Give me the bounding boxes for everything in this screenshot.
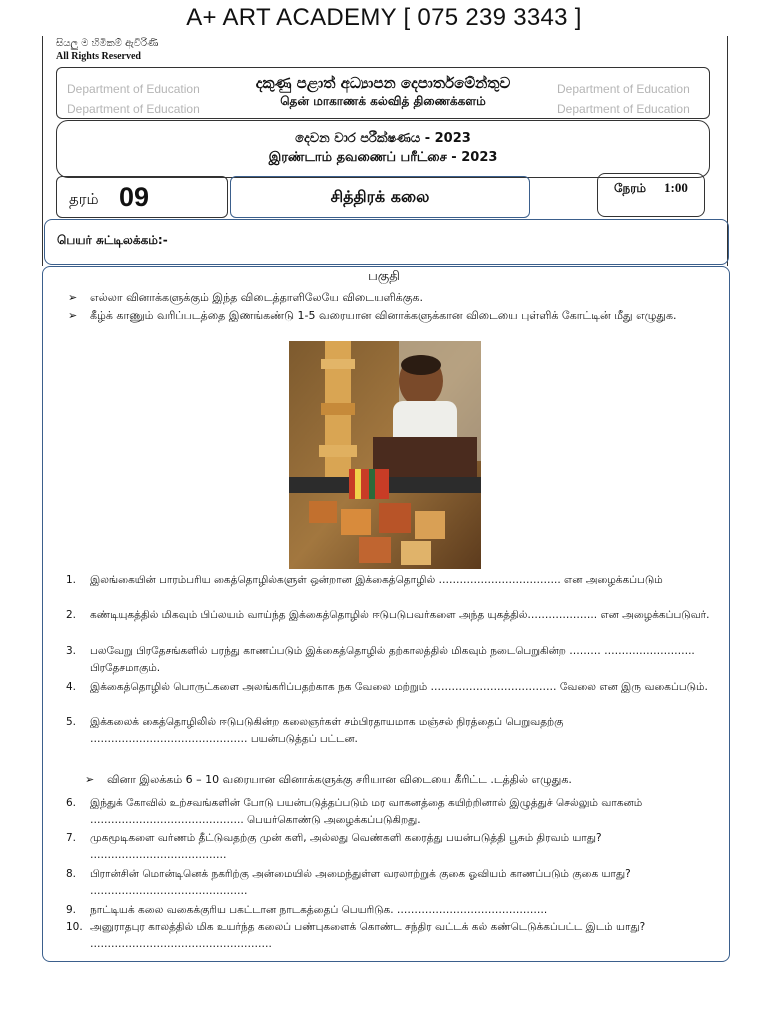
question-item [66,607,720,624]
instruction-text: எல்லா வினாக்களுக்கும் இந்த விடைத்தாளிலேயே விடையளிக்குக. [90,291,423,304]
department-banner [56,67,710,119]
question-text: பலவேறு பிரதேசங்களில் பரந்து காணப்படும் இக்கைத்தொழில் தற்காலத்தில் மிகவும் நடைபெறுகின்ற ……… …………………….. பிரதேசமாகும். [90,645,695,674]
question-number: 5. [66,716,77,728]
question-text: இக்கைத்தொழில் பொருட்களை அலங்கரிப்பதற்காக நக வேலை மற்றும் ……………………………… வேலை என இரு வகைப்படும். [90,681,708,693]
instruction-text: வினா இலக்கம் 6 – 10 வரையான வினாக்களுக்கு சரியான விடையை கீரிட்ட .டத்தில் எழுதுக. [107,773,572,786]
question-item [66,643,720,677]
instruction-text: கீழ்க் காணும் வரிப்படத்தை இணங்கண்டு 1-5 வரையான வினாக்களுக்கான விடையை புள்ளிக் கோட்டின் மீது எழுதுக. [90,309,677,322]
question-item [66,866,720,900]
question-item [66,919,720,953]
rights-english: All Rights Reserved [56,51,141,62]
question-item [66,902,720,919]
question-text: முகமூடிகளை வர்ணம் தீட்டுவதற்கு முன் களி, அல்லது வெண்களி கரைத்து பயன்படுத்தி பூசும் திரவம் யாது? ………………………………… [90,832,602,861]
academy-header: A+ ART ACADEMY [ 075 239 3343 ] [186,4,582,31]
grade-label: தரம் [69,190,99,208]
question-text: நாட்டியக் கலை வகைக்குரிய பகட்டான நாடகத்தைப் பெயரிடுக. ……………………………………. [90,904,548,916]
rights-sinhala: සියලු ම හිමිකම් ඇවිරිණි [56,38,159,49]
question-number: 6. [66,797,77,809]
question-number: 3. [66,645,77,657]
name-index-label: பெயர் சுட்டிலக்கம்:- [57,233,168,247]
question-item [66,679,720,696]
time-value: 1:00 [664,180,688,195]
arrow-bullet-icon: ➢ [85,773,95,786]
question-item [66,795,720,829]
craftsman-lathe-photo [289,341,481,569]
question-text: கண்டியுகத்தில் மிகவும் பிப்லயம் வாய்ந்த இக்கைத்தொழில் ஈடுபடுபவர்களை அந்த யுகத்தில்……………….. என அழைக்கப்படுவர். [90,609,710,621]
watermark-text: Department of Education [67,102,200,116]
exam-title-tamil: இரண்டாம் தவணைப் பரீட்சை - 2023 [268,150,498,165]
instruction-item [85,771,719,788]
question-text: இலங்கையின் பாரம்பரிய கைத்தொழில்களுள் ஒன்றான இக்கைத்தொழில் …………………………….. என அழைக்கப்படும் [90,574,663,586]
watermark-text: Department of Education [557,82,690,96]
department-tamil: தென் மாகாணக் கல்வித் திணைக்களம் [280,94,486,108]
question-number: 1. [66,574,77,586]
question-number: 4. [66,681,77,693]
watermark-text: Department of Education [67,82,200,96]
question-number: 9. [66,904,77,916]
department-sinhala: දකුණු පළාත් අධ්‍යාපන දෙපාර්තමේන්තුව [255,74,511,92]
section-title: பகுதி [368,269,400,284]
grade-value: 09 [119,182,150,212]
question-number: 2. [66,609,77,621]
name-index-box[interactable] [44,219,729,265]
question-text: இக்கலைக் கைத்தொழிலில் ஈடுபடுகின்ற கலைஞர்கள் சம்பிரதாயமாக மஞ்சல் நிரத்தைப் பெறுவதற்கு ……………………………………… பயன்படுத்தப் பட்டன. [90,716,564,745]
subject-title: சித்திரக் கலை [330,187,430,206]
left-frame-line [42,36,43,266]
question-text: இந்துக் கோவில் உற்சவங்களின் போடு பயன்படுத்தப்படும் மர வாகனத்தை கயிற்றினால் இழுத்துச் செல்லும் வாகனம் …………………………………….. பெயர்கொண்டு அழைக்கப்படுகிறது. [90,797,643,826]
question-text: பிரான்சின் மொன்டினெக் நகரிற்கு அன்மையில் அமைந்துள்ள வரலாற்றுக் குகை ஓவியம் காணப்படும் குகை யாது? ……………………………………… [90,868,631,897]
exam-title-box [56,120,710,178]
exam-title-sinhala: දෙවන වාර පරීක්ෂණය - 2023 [295,131,471,146]
subject-box [230,176,530,218]
question-item [66,714,720,748]
grade-box [56,176,228,218]
instruction-item [68,289,720,306]
question-item [66,572,720,589]
arrow-bullet-icon: ➢ [68,309,78,322]
arrow-bullet-icon: ➢ [68,291,78,304]
time-label: நேரம் [614,181,647,195]
question-number: 8. [66,868,77,880]
time-box [597,173,705,217]
watermark-text: Department of Education [557,102,690,116]
instruction-item [68,307,720,324]
question-number: 7. [66,832,77,844]
question-item [66,830,720,864]
question-number: 10. [66,921,83,933]
question-text: அனுராதபுர காலத்தில் மிக உயர்ந்த கலைப் பண்புகளைக் கொண்ட சந்திர வட்டக் கல் கண்டெடுக்கப்பட்ட இடம் யாது? ……………………………………………. [90,921,646,950]
